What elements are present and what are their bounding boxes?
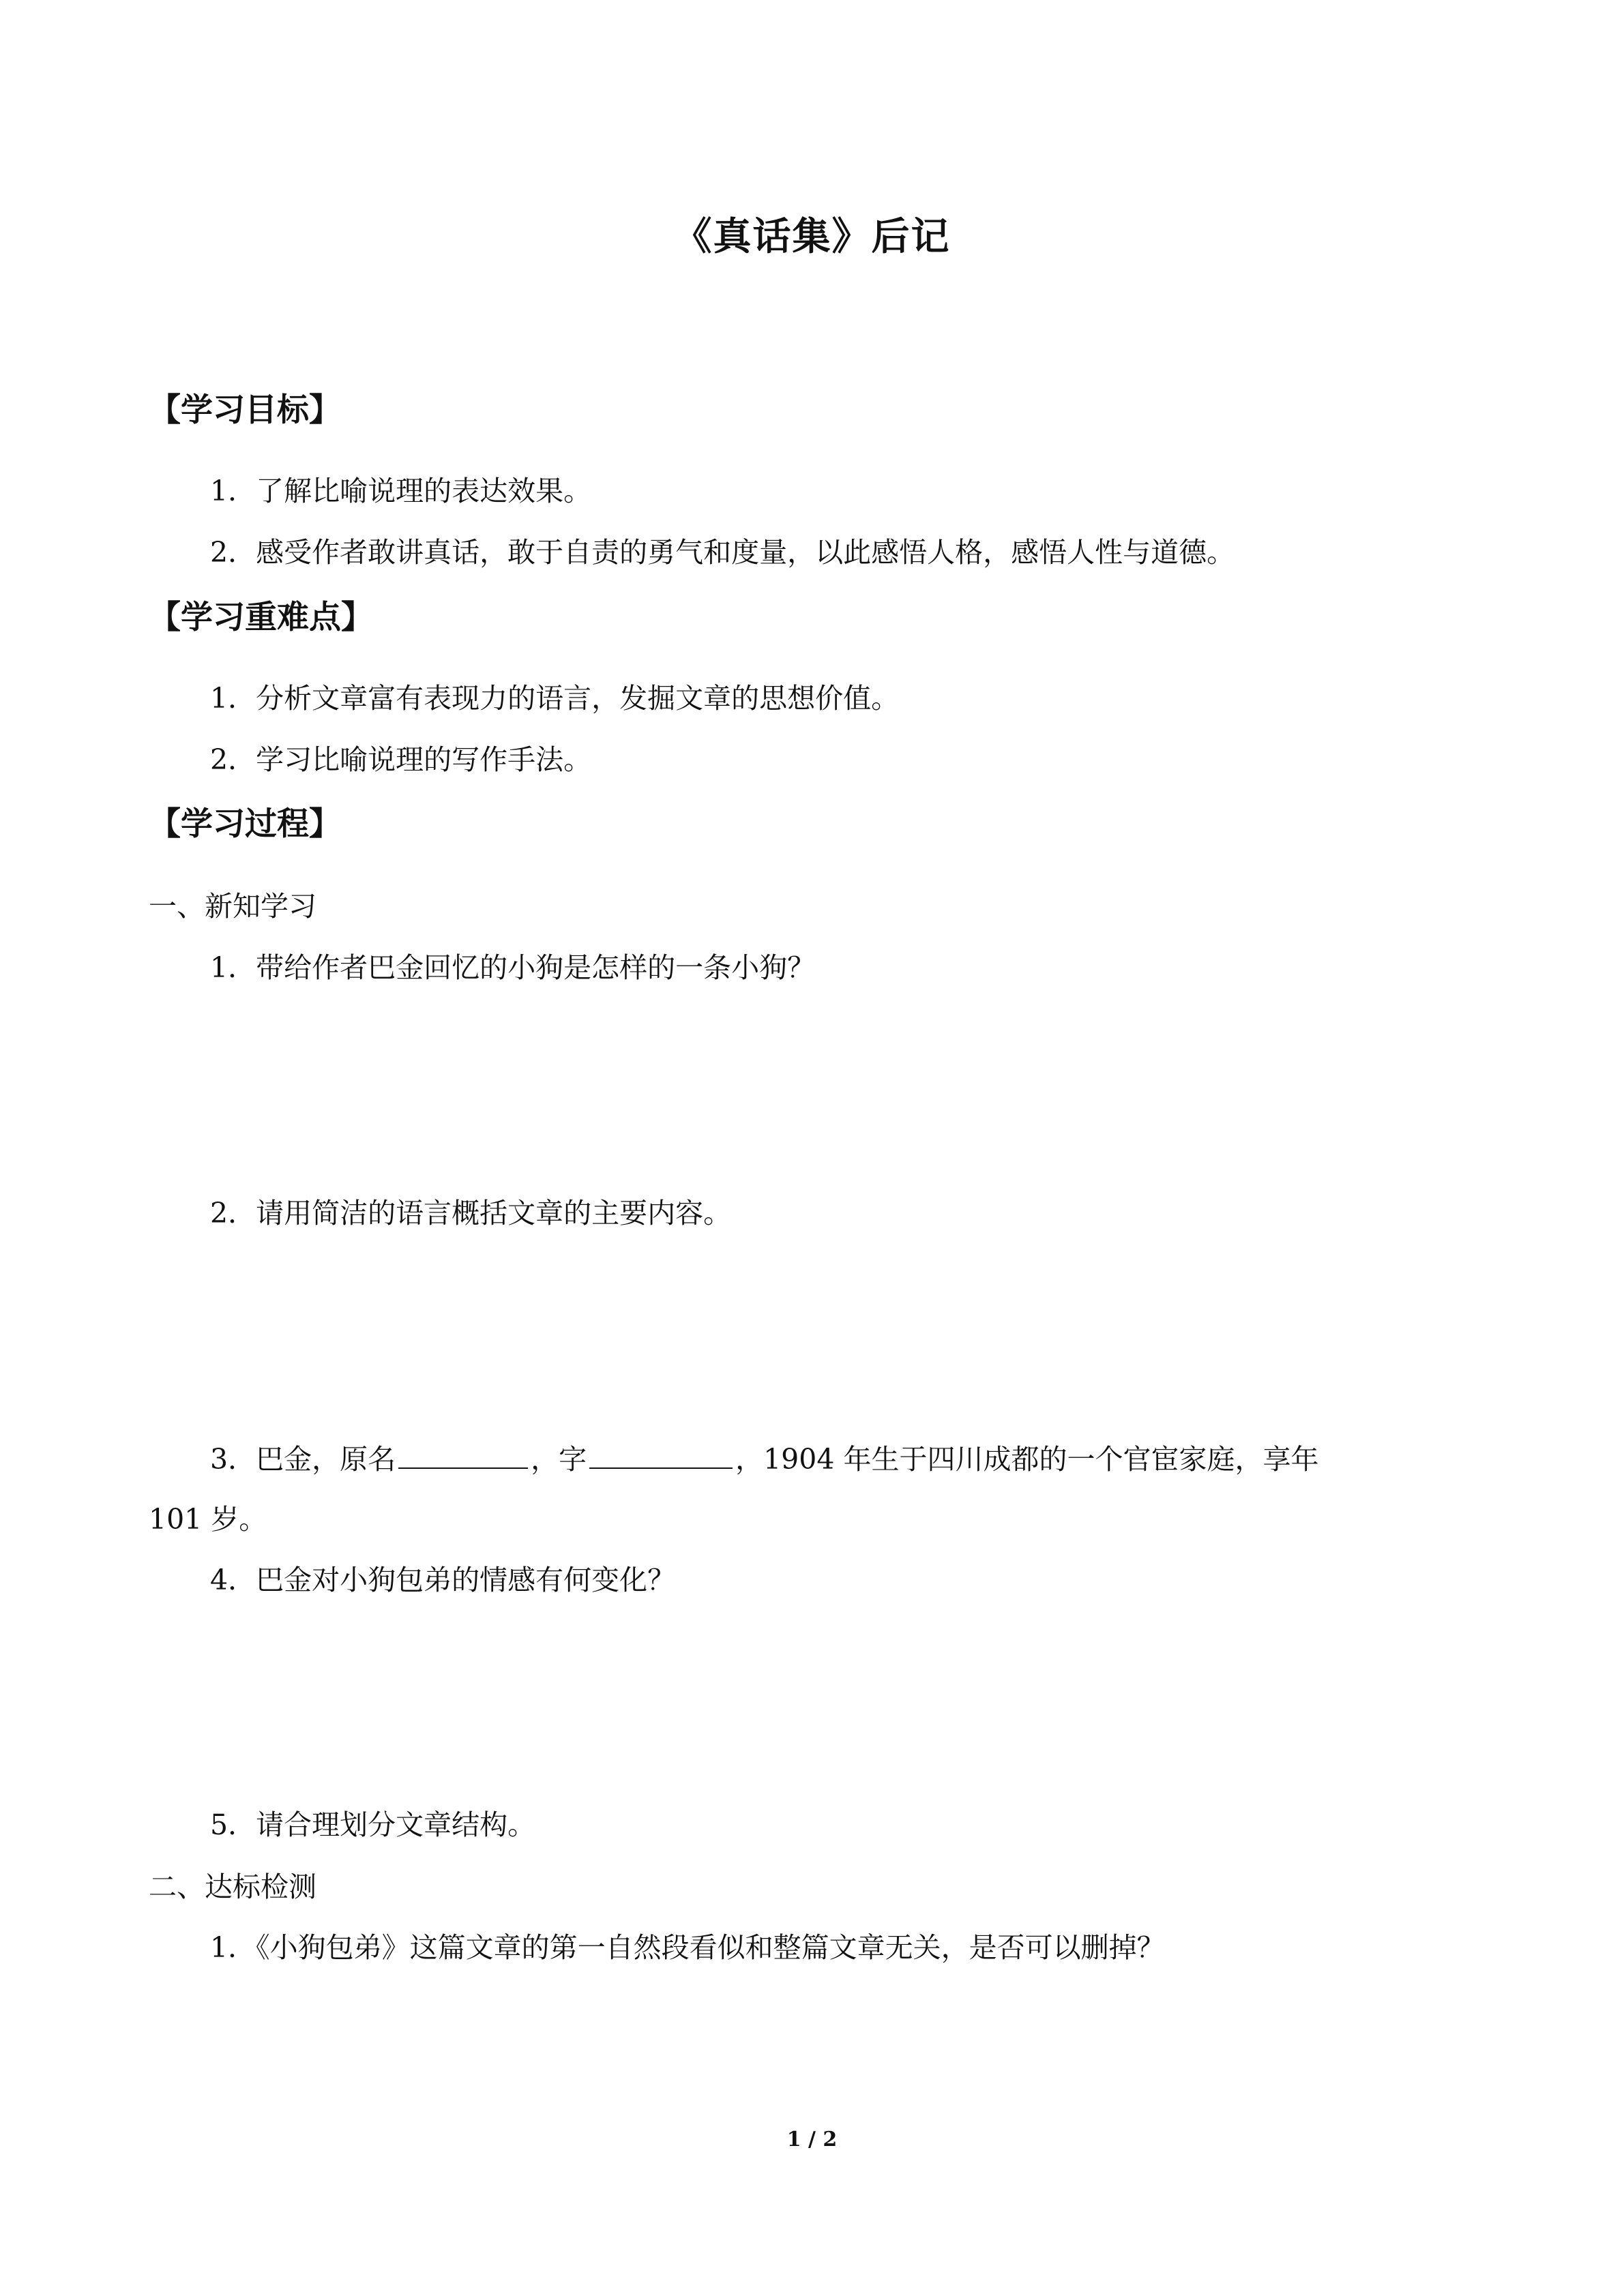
section-1-label: 一、新知学习: [149, 890, 316, 923]
objective-item-1: 1．了解比喻说理的表达效果。: [210, 475, 592, 507]
question-3-continuation: 101 岁。: [149, 1503, 267, 1536]
section-2-label: 二、达标检测: [149, 1870, 316, 1903]
question-2: 2．请用简洁的语言概括文章的主要内容。: [210, 1197, 732, 1229]
check-question-1: 1．《小狗包弟》这篇文章的第一自然段看似和整篇文章无关，是否可以删掉？: [210, 1931, 1165, 1964]
question-1: 1．带给作者巴金回忆的小狗是怎样的一条小狗？: [210, 951, 816, 984]
page-number: 1 / 2: [786, 2128, 838, 2151]
question-5: 5．请合理划分文章结构。: [210, 1808, 536, 1841]
question-3-part-c: ，1904 年生于四川成都的一个官宦家庭，享年: [735, 1443, 1319, 1476]
courtesy-name-blank[interactable]: [589, 1437, 733, 1469]
key-point-item-2: 2．学习比喻说理的写作手法。: [210, 743, 592, 776]
question-3-part-b: ，字: [531, 1443, 587, 1476]
key-point-item-1: 1．分析文章富有表现力的语言，发掘文章的思想价值。: [210, 682, 900, 715]
process-heading: 【学习过程】: [149, 805, 341, 843]
original-name-blank[interactable]: [398, 1437, 528, 1469]
objectives-heading: 【学习目标】: [149, 391, 341, 429]
question-3: [210, 1437, 1318, 1480]
objective-item-2: 2．感受作者敢讲真话，敢于自责的勇气和度量，以此感悟人格，感悟人性与道德。: [210, 536, 1235, 569]
question-4: 4．巴金对小狗包弟的情感有何变化？: [210, 1564, 676, 1596]
document-title: 《真话集》后记: [673, 215, 951, 259]
question-3-part-a: 3．巴金，原名: [210, 1443, 396, 1476]
key-points-heading: 【学习重难点】: [149, 599, 373, 636]
